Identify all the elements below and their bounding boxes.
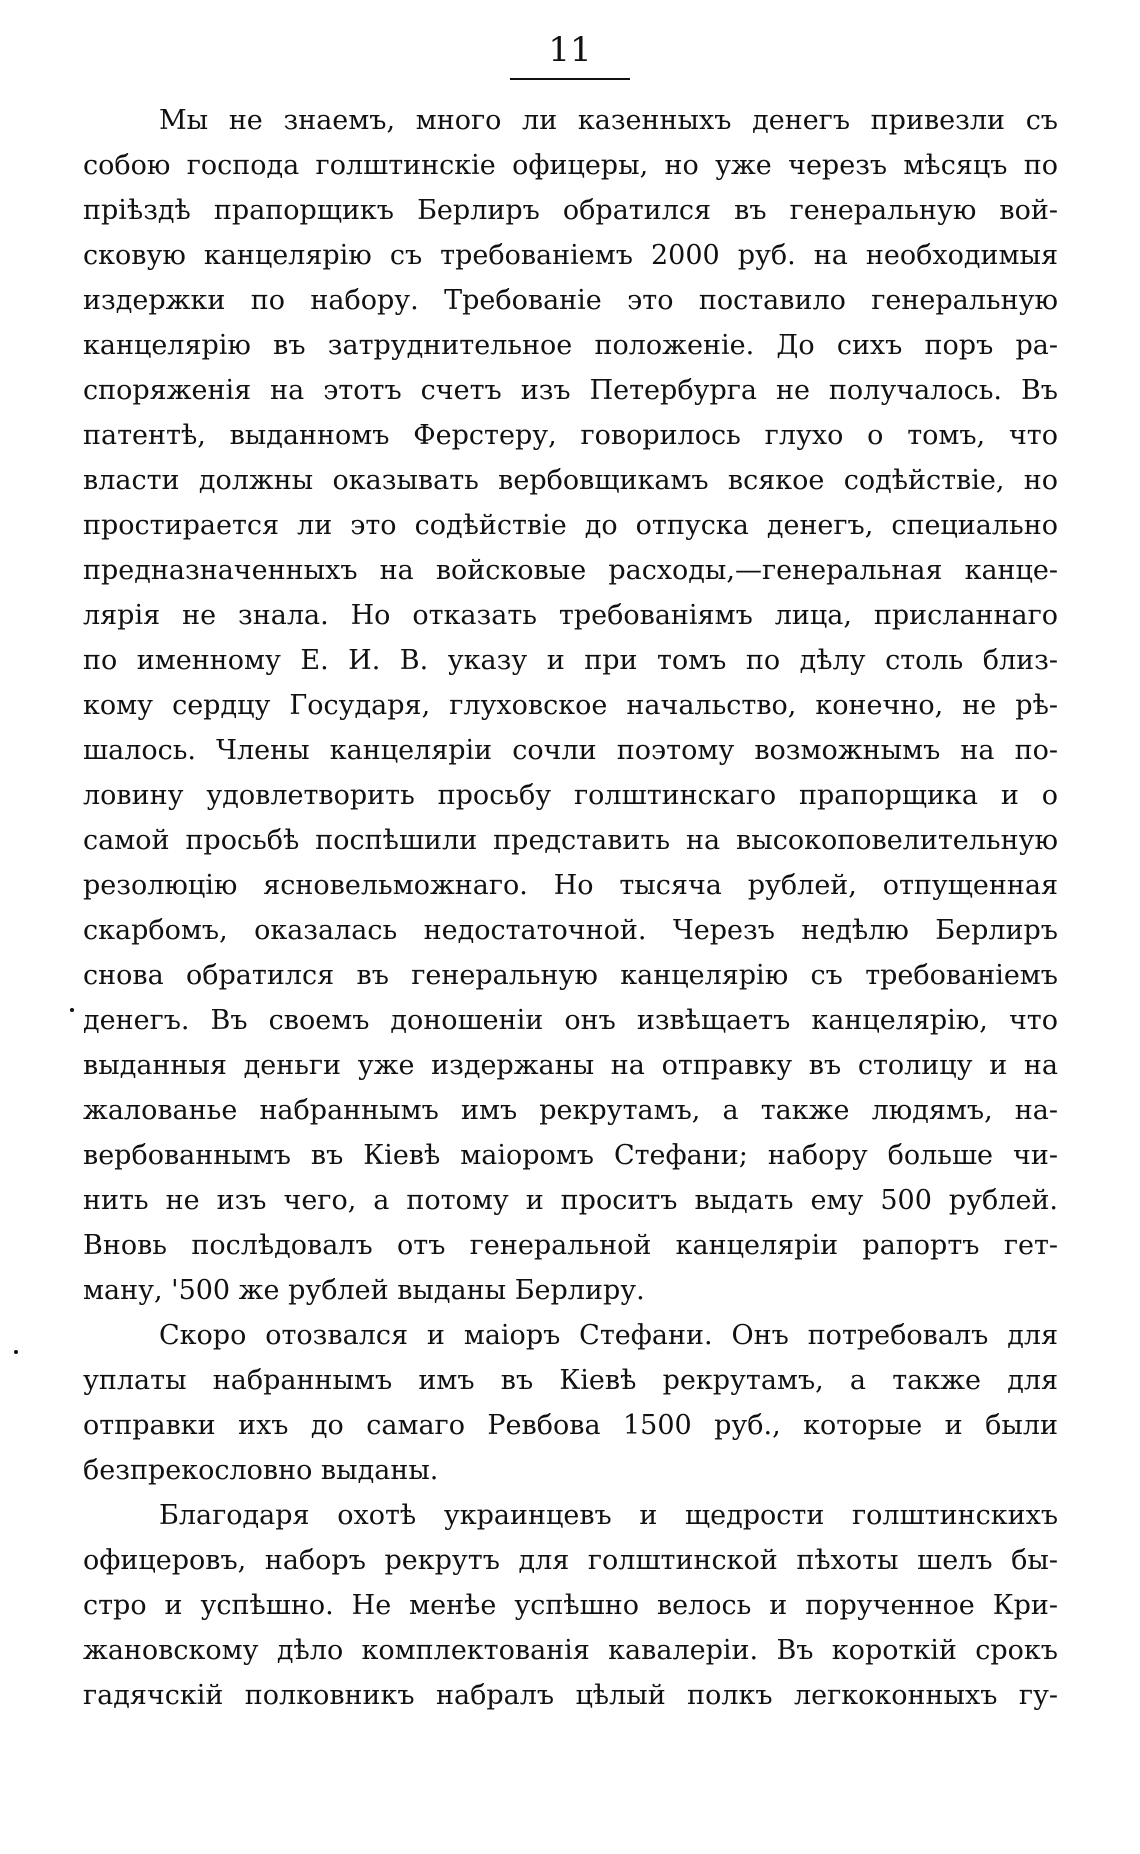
text-line: лярія не знала. Но отказать требованіямъ лица, присланнаго (83, 600, 1058, 631)
text-line: вербованнымъ въ Кіевѣ маіоромъ Стефани; набору больше чи- (83, 1140, 1058, 1171)
stray-mark (14, 1350, 18, 1354)
text-line: издержки по набору. Требованіе это поставило генеральную (83, 285, 1058, 316)
text-line: канцелярію въ затруднительное положеніе. До сихъ поръ ра- (83, 330, 1058, 361)
text-line: денегъ. Въ своемъ доношеніи онъ извѣщаетъ канцелярію, что (83, 1005, 1058, 1036)
text-line: Мы не знаемъ, много ли казенныхъ денегъ привезли съ (159, 105, 1058, 136)
text-line: шалось. Члены канцеляріи сочли поэтому возможнымъ на по- (83, 735, 1058, 766)
text-line: патентѣ, выданномъ Ферстеру, говорилось глухо о томъ, что (83, 420, 1058, 451)
text-line: сковую канцелярію съ требованіемъ 2000 руб. на необходимыя (83, 240, 1058, 271)
text-line: ловину удовлетворить просьбу голштинскаго прапорщика и о (83, 780, 1058, 811)
text-line: кому сердцу Государя, глуховское начальство, конечно, не рѣ- (83, 690, 1058, 721)
text-line: нить не изъ чего, а потому и проситъ выдать ему 500 рублей. (83, 1185, 1058, 1216)
text-line: пріѣздѣ прапорщикъ Берлиръ обратился въ генеральную вой- (83, 195, 1058, 226)
body-text (83, 98, 1058, 1718)
text-line: Благодаря охотѣ украинцевъ и щедрости голштинскихъ (159, 1500, 1058, 1531)
text-line: резолюцію ясновельможнаго. Но тысяча рублей, отпущенная (83, 870, 1058, 901)
text-line: Вновь послѣдовалъ отъ генеральной канцеляріи рапортъ гет- (83, 1230, 1058, 1261)
text-line: власти должны оказывать вербовщикамъ всякое содѣйствіе, но (83, 465, 1058, 496)
text-line: ману, '500 же рублей выданы Берлиру. (83, 1275, 645, 1306)
text-line: жановскому дѣло комплектованія кавалеріи. Въ короткій срокъ (83, 1635, 1058, 1666)
text-line: собою господа голштинскіе офицеры, но уже черезъ мѣсяцъ по (83, 150, 1058, 181)
text-line: по именному Е. И. В. указу и при томъ по дѣлу столь близ- (83, 645, 1058, 676)
text-line: офицеровъ, наборъ рекрутъ для голштинской пѣхоты шелъ бы- (83, 1545, 1058, 1576)
stray-mark (70, 1008, 74, 1012)
text-line: жалованье набраннымъ имъ рекрутамъ, а также людямъ, на- (83, 1095, 1058, 1126)
text-line: уплаты набраннымъ имъ въ Кіевѣ рекрутамъ, а также для (83, 1365, 1058, 1396)
text-line: снова обратился въ генеральную канцелярію съ требованіемъ (83, 960, 1058, 991)
text-line: отправки ихъ до самаго Ревбова 1500 руб., которые и были (83, 1410, 1058, 1441)
text-line: безпрекословно выданы. (83, 1455, 439, 1486)
text-line: споряженія на этотъ счетъ изъ Петербурга не получалось. Въ (83, 375, 1058, 406)
text-line: самой просьбѣ поспѣшили представить на высокоповелительную (83, 825, 1058, 856)
text-line: Скоро отозвался и маіоръ Стефани. Онъ потребовалъ для (159, 1320, 1058, 1351)
text-line: предназначенныхъ на войсковые расходы,—генеральная канце- (83, 555, 1058, 586)
text-line: выданныя деньги уже издержаны на отправку въ столицу и на (83, 1050, 1058, 1081)
text-line: простирается ли это содѣйствіе до отпуска денегъ, специально (83, 510, 1058, 541)
text-line: скарбомъ, оказалась недостаточной. Черезъ недѣлю Берлиръ (83, 915, 1058, 946)
page-number: 11 (548, 30, 592, 70)
text-line: гадячскій полковникъ набралъ цѣлый полкъ легкоконныхъ гу- (83, 1680, 1058, 1711)
text-line: стро и успѣшно. Не менѣе успѣшно велось и порученное Кри- (83, 1590, 1058, 1621)
header-rule (510, 78, 630, 80)
